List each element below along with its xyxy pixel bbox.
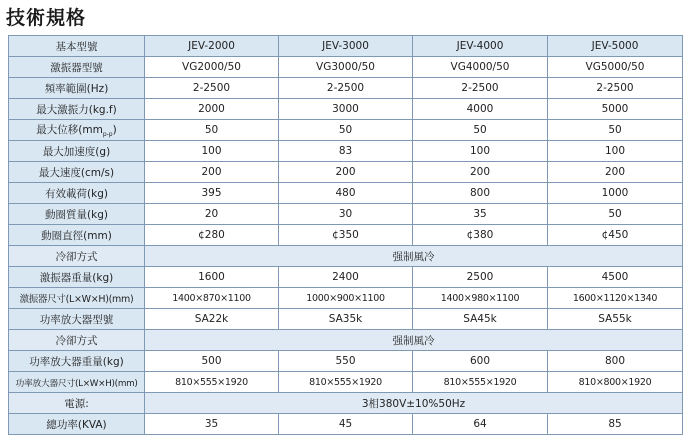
table-cell: 35	[413, 204, 548, 225]
table-cell: 810×555×1920	[413, 372, 548, 393]
table-cell: ¢380	[413, 225, 548, 246]
spec-table	[8, 35, 683, 435]
row-label: 激振器重量(kg)	[9, 267, 145, 288]
table-cell: 83	[279, 141, 413, 162]
table-row	[9, 78, 683, 99]
table-cell: 2400	[279, 267, 413, 288]
table-cell: VG2000/50	[145, 57, 279, 78]
table-cell: 810×555×1920	[279, 372, 413, 393]
table-cell: 5000	[548, 99, 683, 120]
table-cell: SA55k	[548, 309, 683, 330]
cooling-label: 冷卻方式	[9, 246, 145, 267]
model-jev-4000: JEV-4000	[413, 36, 548, 57]
table-cell: 600	[413, 351, 548, 372]
table-cell: 1400×870×1100	[145, 288, 279, 309]
cooling-row	[9, 246, 683, 267]
table-row	[9, 99, 683, 120]
table-cell: 3000	[279, 99, 413, 120]
table-cell: SA45k	[413, 309, 548, 330]
table-cell: 100	[413, 141, 548, 162]
table-cell: 50	[548, 120, 683, 141]
table-cell: VG4000/50	[413, 57, 548, 78]
table-cell: 50	[279, 120, 413, 141]
model-jev-3000: JEV-3000	[279, 36, 413, 57]
table-cell: 1600×1120×1340	[548, 288, 683, 309]
row-label: 最大速度(cm/s)	[9, 162, 145, 183]
row-label: 動圈質量(kg)	[9, 204, 145, 225]
row-label: 激振器尺寸(L×W×H)(mm)	[9, 288, 145, 309]
table-cell: 50	[145, 120, 279, 141]
table-row	[9, 372, 683, 393]
table-row	[9, 351, 683, 372]
row-label: 最大激振力(kg.f)	[9, 99, 145, 120]
table-cell: 1600	[145, 267, 279, 288]
table-cell: VG3000/50	[279, 57, 413, 78]
table-cell: 800	[413, 183, 548, 204]
table-cell: 4500	[548, 267, 683, 288]
table-row	[9, 309, 683, 330]
page-title: 技術規格	[6, 7, 87, 29]
row-label: 功率放大器重量(kg)	[9, 351, 145, 372]
table-cell: ¢280	[145, 225, 279, 246]
table-cell: 480	[279, 183, 413, 204]
table-row	[9, 288, 683, 309]
row-label-tail: )	[112, 123, 117, 136]
table-cell: 100	[145, 141, 279, 162]
table-cell: 2000	[145, 99, 279, 120]
power-row	[9, 393, 683, 414]
table-cell: 64	[413, 414, 548, 435]
table-cell: 200	[279, 162, 413, 183]
model-jev-2000: JEV-2000	[145, 36, 279, 57]
table-cell: ¢350	[279, 225, 413, 246]
row-label: 功率放大器型號	[9, 309, 145, 330]
row-label: 激振器型號	[9, 57, 145, 78]
row-label: 最大加速度(g)	[9, 141, 145, 162]
header-row	[9, 36, 683, 57]
power-value: 3相380V±10%50Hz	[145, 393, 683, 414]
row-label: 頻率範圍(Hz)	[9, 78, 145, 99]
table-cell: 800	[548, 351, 683, 372]
table-cell: 35	[145, 414, 279, 435]
table-cell: 2-2500	[279, 78, 413, 99]
table-cell: 45	[279, 414, 413, 435]
table-cell: 2-2500	[413, 78, 548, 99]
header-label: 基本型號	[9, 36, 145, 57]
table-row	[9, 225, 683, 246]
table-cell: 50	[413, 120, 548, 141]
table-cell: SA35k	[279, 309, 413, 330]
row-label: 有效載荷(kg)	[9, 183, 145, 204]
table-cell: 810×555×1920	[145, 372, 279, 393]
table-row	[9, 183, 683, 204]
row-label: 總功率(KVA)	[9, 414, 145, 435]
model-jev-5000: JEV-5000	[548, 36, 683, 57]
table-cell: 20	[145, 204, 279, 225]
table-cell: 50	[548, 204, 683, 225]
table-cell: 2-2500	[548, 78, 683, 99]
table-cell: 1400×980×1100	[413, 288, 548, 309]
table-row	[9, 141, 683, 162]
cooling-label: 冷卻方式	[9, 330, 145, 351]
row-label: 動圈直徑(mm)	[9, 225, 145, 246]
table-cell: SA22k	[145, 309, 279, 330]
table-cell: 550	[279, 351, 413, 372]
row-label-text: 最大位移(mm	[36, 123, 103, 136]
table-cell: 2-2500	[145, 78, 279, 99]
table-cell: 500	[145, 351, 279, 372]
table-cell: 810×800×1920	[548, 372, 683, 393]
table-cell: ¢450	[548, 225, 683, 246]
table-cell: 100	[548, 141, 683, 162]
cooling-row	[9, 330, 683, 351]
table-row	[9, 267, 683, 288]
table-row	[9, 120, 683, 141]
table-cell: VG5000/50	[548, 57, 683, 78]
table-row	[9, 414, 683, 435]
table-cell: 30	[279, 204, 413, 225]
table-cell: 2500	[413, 267, 548, 288]
table-cell: 1000×900×1100	[279, 288, 413, 309]
table-cell: 200	[413, 162, 548, 183]
table-cell: 85	[548, 414, 683, 435]
table-row	[9, 57, 683, 78]
table-cell: 1000	[548, 183, 683, 204]
table-cell: 4000	[413, 99, 548, 120]
table-row	[9, 204, 683, 225]
power-label: 電源:	[9, 393, 145, 414]
table-row	[9, 162, 683, 183]
table-cell: 395	[145, 183, 279, 204]
row-label-subscript: p-p	[102, 131, 113, 139]
table-cell: 200	[548, 162, 683, 183]
row-label	[9, 120, 145, 141]
table-cell: 200	[145, 162, 279, 183]
row-label: 功率放大器尺寸(L×W×H)(mm)	[9, 372, 145, 393]
cooling-value: 强制風冷	[145, 330, 683, 351]
cooling-value: 强制風冷	[145, 246, 683, 267]
